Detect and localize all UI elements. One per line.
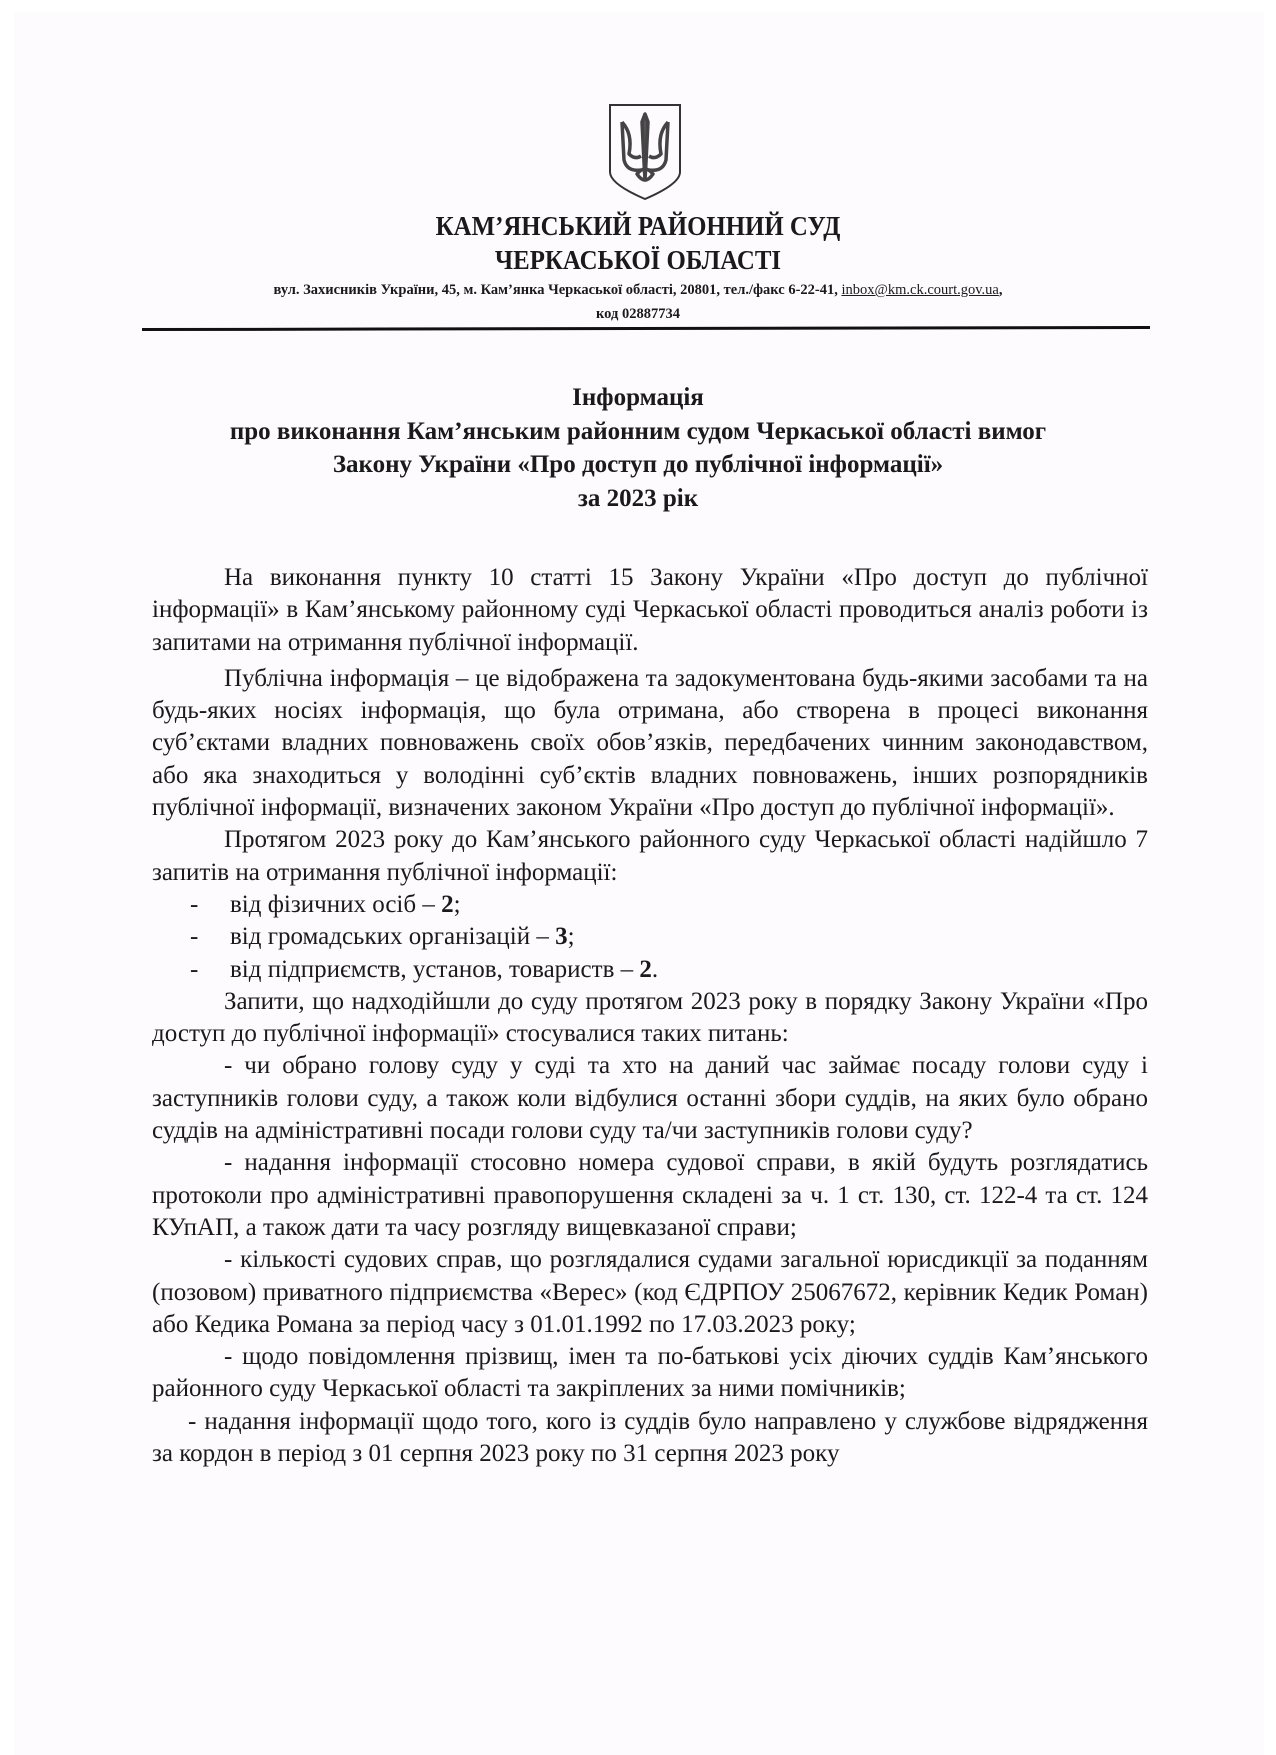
title-line-1: Інформація <box>572 384 704 411</box>
coat-of-arms-icon <box>607 102 683 202</box>
paragraph-request-count: Протягом 2023 року до Кам’янського районного суду Черкаської області надійшло 7 запитів на отримання публічної інформації: <box>152 826 1148 886</box>
title-line-4: за 2023 рік <box>577 484 699 512</box>
count-individuals: 2 <box>441 890 454 918</box>
paragraph-intro: На виконання пункту 10 статті 15 Закону України «Про доступ до публічної інформації» в Кам’янському районному суді Черкаської області проводиться аналіз роботи із запитами на отримання публічної інформації. <box>152 564 1148 656</box>
document-body <box>152 562 1148 1470</box>
court-name-line-2: ЧЕРКАСЬКОЇ ОБЛАСТІ <box>494 245 782 275</box>
paragraph-definition: Публічна інформація – це відображена та задокументована будь-якими засобами та на будь-яких носіях інформація, що була отримана, або створена в процесі виконання суб’єктами владних повноважень своїх обов’язків, передбачених чинним законодавством, або яка знаходиться у володінні суб’єктів владних повноважень, інших розпорядників публічної інформації, визначених законом України «Про доступ до публічної інформації». <box>152 664 1148 822</box>
court-name-line-1: КАМ’ЯНСЬКИЙ РАЙОННИЙ СУД <box>435 211 841 241</box>
topic-item: - надання інформації стосовно номера судової справи, в якій будуть розглядатись протоколи про адміністративні правопорушення складені за ч. 1 ст. 130, ст. 122-4 та ст. 124 КУпАП, а також дати та часу розгляду вищевказаної справи; <box>152 1149 1148 1241</box>
count-organizations: 3 <box>555 923 568 951</box>
list-item-enterprises: - від підприємств, установ, товариств – 2. <box>190 955 659 983</box>
list-item-public-organizations: - від громадських організацій – 3; <box>190 923 575 951</box>
court-code: код 02887734 <box>596 306 680 322</box>
document-title <box>0 381 1276 515</box>
address-text: вул. Захисників України, 45, м. Кам’янка Черкаської області, 20801, тел./факс 6-22-41, <box>273 282 842 298</box>
list-item-individuals: - від фізичних осіб – 2; <box>190 890 461 918</box>
topic-item: - чи обрано голову суду у суді та хто на даний час займає посаду голови суду і заступників голови суду, а також коли відбулися останні збори суддів, на яких було обрано суддів на адміністративні посади голови суду та/чи заступників голови суду? <box>152 1052 1148 1145</box>
paragraph-topics-intro: Запити, що надходійшли до суду протягом 2023 року в порядку Закону України «Про доступ до публічної інформації» стосувалися таких питань: <box>152 987 1148 1048</box>
topic-item: - кількості судових справ, що розглядалися судами загальної юрисдикції за поданням (позовом) приватного підприємства «Верес» (код ЄДРПОУ 25067672, керівник Кедик Роман) або Кедика Романа за період часу з 01.01.1992 по 17.03.2023 року; <box>152 1246 1148 1338</box>
topic-item: - надання інформації щодо того, кого із суддів було направлено у службове відрядження за кордон в період з 01 серпня 2023 року по 31 серпня 2023 року <box>152 1407 1148 1468</box>
email-link[interactable]: inbox@km.ck.court.gov.ua <box>841 282 999 298</box>
topic-item: - щодо повідомлення прізвищ, імен та по-батькові усіх діючих суддів Кам’янського районного суду Черкаської області та закріплених за ними помічників; <box>152 1343 1148 1403</box>
count-enterprises: 2 <box>639 955 652 983</box>
title-line-2: про виконання Кам’янським районним судом Черкаської області вимог <box>229 417 1047 445</box>
title-line-3: Закону України «Про доступ до публічної інформації» <box>332 451 944 478</box>
court-address: вул. Захисників України, 45, м. Кам’янка Черкаської області, 20801, тел./факс 6-22-41, inbox@km.ck.court.gov.ua, код 02887734 <box>0 278 1276 326</box>
